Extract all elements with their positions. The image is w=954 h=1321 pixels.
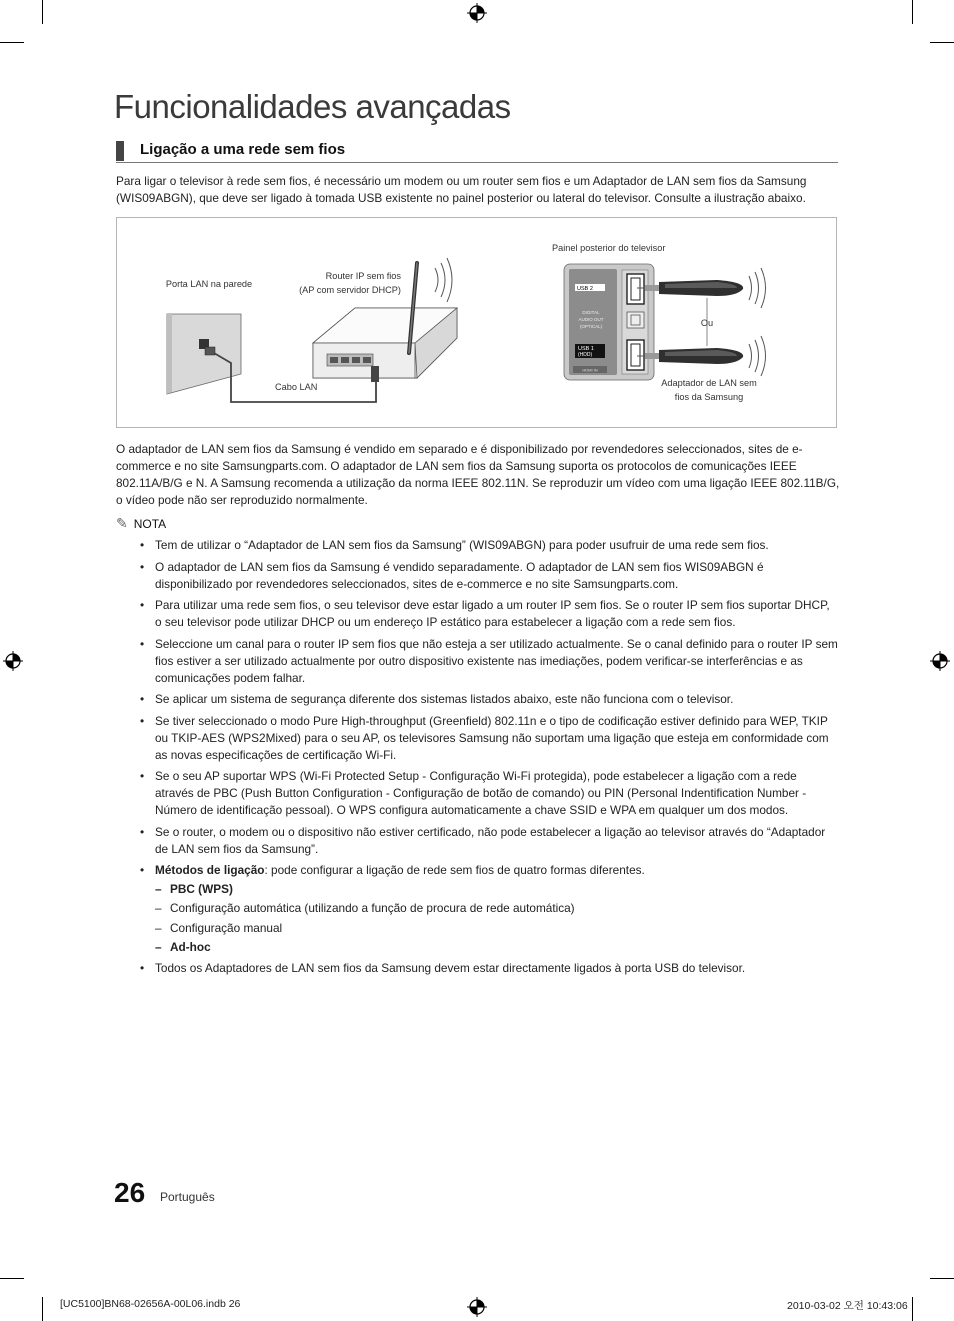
method-item: – Configuração manual: [155, 920, 838, 937]
connection-diagram: [116, 217, 837, 428]
router-label-line2: (AP com servidor DHCP): [299, 285, 401, 295]
page-title: Funcionalidades avançadas: [114, 88, 511, 125]
methods-text: : pode configurar a ligação de rede sem fios de quatro formas diferentes.: [264, 863, 645, 877]
wifi-signal-icon: [749, 268, 766, 308]
section-title: Ligação a uma rede sem fios: [140, 141, 346, 158]
list-item: • Se o router, o modem ou o dispositivo não estiver certificado, não pode estabelecer a ligação ao televisor através do “Adaptador de LAN sem fios da Samsung”.: [138, 824, 838, 858]
registration-mark-icon: [467, 1297, 487, 1317]
port-hdmi-label: HDMI IN: [582, 367, 598, 373]
wall-port-label: Porta LAN na parede: [165, 279, 253, 289]
crop-mark: [42, 0, 43, 24]
tv-back-panel: [564, 264, 654, 380]
adapter-label-line2: fios da Samsung: [674, 392, 744, 402]
list-item: • Todos os Adaptadores de LAN sem fios da Samsung devem estar directamente ligados à porta USB do televisor.: [138, 960, 838, 977]
note-heading-label: NOTA: [133, 517, 167, 531]
registration-mark-icon: [3, 651, 23, 671]
crop-mark: [0, 1278, 24, 1279]
methods-label: Métodos de ligação: [155, 863, 265, 877]
tv-panel-label: Painel posterior do televisor: [552, 243, 666, 253]
crop-mark: [42, 1297, 43, 1321]
list-item: • Se aplicar um sistema de segurança diferente dos sistemas listados abaixo, este não funciona com o televisor.: [138, 691, 838, 708]
intro-paragraph: Para ligar o televisor à rede sem fios, é necessário um modem ou um router sem fios e um Adaptador de LAN sem fios da Samsung (WIS09ABGN), que deve ser ligado à tomada USB existente no painel posterior ou lateral do televisor. Consulte a ilustração abaixo.: [116, 174, 807, 205]
wifi-signal-icon: [435, 258, 452, 302]
port-digital-label: DIGITAL: [582, 310, 600, 315]
list-item: • Se o seu AP suportar WPS (Wi-Fi Protected Setup - Configuração Wi-Fi protegida), pode estabelecer a ligação com a rede através de PBC (Push Button Configuration - Configuração de botão de comando) ou PIN (Personal Indentification Number - Número de identificação pessoal). O WPS configura automaticamente a chave SSID e WPA em qualquer um dos modos.: [138, 768, 838, 819]
port-usb1-label: USB 1: [578, 346, 594, 352]
footer-file: [UC5100]BN68-02656A-00L06.indb 26: [60, 1298, 241, 1310]
list-item: • Tem de utilizar o “Adaptador de LAN sem fios da Samsung” (WIS09ABGN) para poder usufruir de uma rede sem fios.: [138, 537, 838, 554]
or-label: Ou: [700, 318, 714, 328]
wifi-signal-icon: [749, 336, 766, 376]
method-item: – Configuração automática (utilizando a função de procura de rede automática): [155, 900, 838, 917]
section-divider: [116, 162, 838, 163]
adapter-label-line1: Adaptador de LAN sem: [661, 378, 757, 388]
methods-list: [155, 881, 838, 956]
body-paragraph: O adaptador de LAN sem fios da Samsung é vendido em separado e é disponibilizado por revendedores seleccionados, sites de e-commerce e no site Samsungparts.com. O adaptador de LAN sem fios da Samsung suporta os protocolos de comunicações IEEE 802.11A/B/G e N. A Samsung recomenda a utilização da norma IEEE 802.11N. Se reproduzir um vídeo com uma ligação IEEE 802.11B/G, o vídeo pode não ser reproduzido normalmente.: [116, 442, 840, 507]
router-label-line1: Router IP sem fios: [325, 271, 401, 281]
crop-mark: [912, 0, 913, 24]
crop-mark: [930, 42, 954, 43]
method-item: – PBC (WPS): [155, 881, 838, 898]
wall-lan-port: [167, 314, 241, 394]
pencil-icon: ✎: [116, 515, 128, 531]
crop-mark: [912, 1297, 913, 1321]
list-item: • Para utilizar uma rede sem fios, o seu televisor deve estar ligado a um router IP sem fios. Se o router IP sem fios suportar DHCP, o seu televisor pode utilizar DHCP ou um endereço IP estático para estabelecer a ligação com a rede sem fios.: [138, 597, 838, 631]
registration-mark-icon: [467, 3, 487, 23]
crop-mark: [0, 42, 24, 43]
crop-mark: [930, 1278, 954, 1279]
port-digital-label: (OPTICAL): [579, 324, 603, 329]
note-list: [138, 537, 838, 982]
list-item: • Seleccione um canal para o router IP sem fios que não esteja a ser utilizado actualmente. Se o canal definido para o router IP sem fios estiver a ser utilizado actualmente por outro dispositivo existente nas imediações, podem verificar-se interferências e as comunicações podem falhar.: [138, 636, 838, 687]
list-item: • Se tiver seleccionado o modo Pure High-throughput (Greenfield) 802.11n e o tipo de codificação estiver definido para WEP, TKIP ou TKIP-AES (WPS2Mixed) para o seu AP, os televisores Samsung não suportam uma ligação que esteja em conformidade com as novas especificações de certificação Wi-Fi.: [138, 713, 838, 764]
port-usb2-label: USB 2: [577, 286, 593, 292]
page-language: Português: [160, 1190, 215, 1204]
note-heading: [116, 515, 166, 532]
cable-label: Cabo LAN: [275, 382, 318, 392]
port-usb1-label: (HDD): [578, 352, 593, 358]
section-marker: [116, 141, 124, 161]
page-number: 26: [114, 1177, 146, 1208]
method-item: – Ad-hoc: [155, 939, 838, 956]
list-item-methods: [138, 862, 838, 956]
registration-mark-icon: [930, 651, 950, 671]
footer-date: 2010-03-02 오전 10:43:06: [787, 1300, 908, 1312]
list-item: • O adaptador de LAN sem fios da Samsung é vendido separadamente. O adaptador de LAN sem fios WIS09ABGN é disponibilizado por revendedores seleccionados, sites de e-commerce e no site Samsungparts.com.: [138, 559, 838, 593]
port-digital-label: AUDIO OUT: [578, 317, 604, 322]
